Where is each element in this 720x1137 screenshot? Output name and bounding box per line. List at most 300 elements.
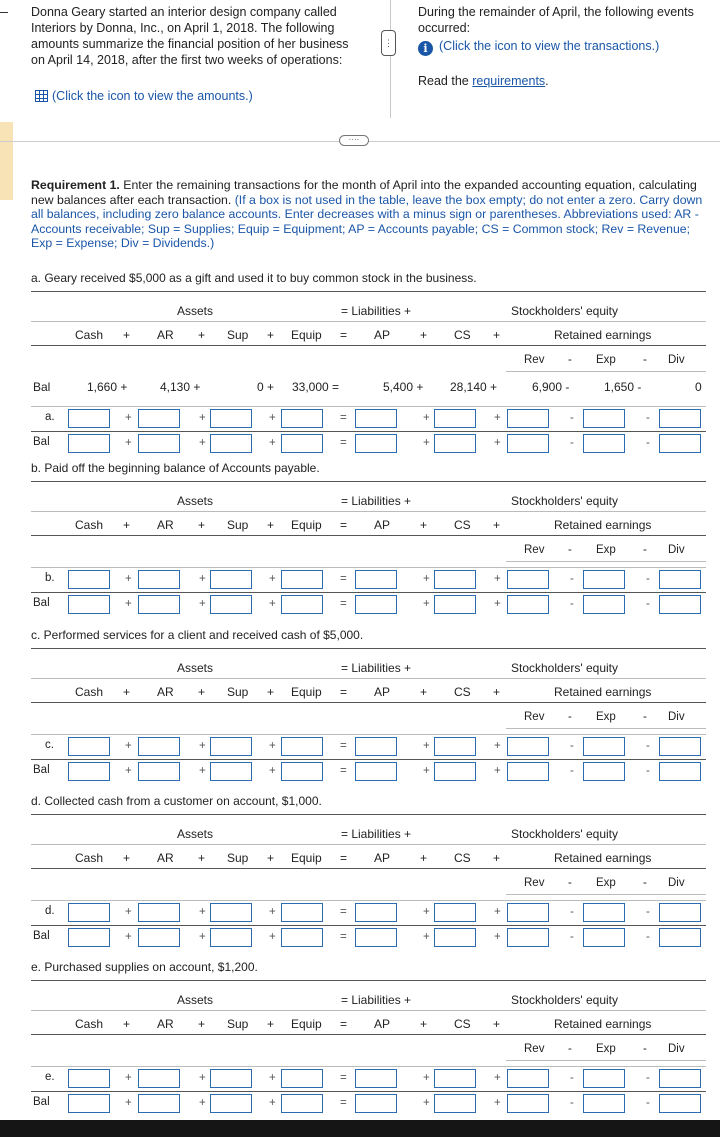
rev-input[interactable] (507, 570, 549, 589)
cs-input[interactable] (434, 903, 476, 922)
row-rule (31, 925, 706, 926)
assets-header: Assets (177, 304, 214, 318)
cs-header: CS (454, 518, 471, 532)
plus-sign: + (493, 851, 501, 865)
equip-header: Equip (291, 518, 322, 532)
rev-header: Rev (524, 544, 545, 556)
equip-header: Equip (291, 328, 322, 342)
ap-input[interactable] (355, 737, 397, 756)
balance-ar: 4,130 + (160, 380, 201, 394)
cash-header: Cash (75, 328, 104, 342)
operator-sign: - (646, 437, 650, 449)
operator-sign: + (494, 412, 501, 424)
retained-rule (506, 561, 706, 562)
cash-input[interactable] (68, 737, 110, 756)
requirement-hint: (If a box is not used in the table, leave the box empty; do not enter a zero. Carry down all balances, including zero balance accounts. Enter decreases with a minus sign or parentheses. Abbreviations used: AR - Accounts receivable; Sup = Supplies; Equip = Equipment; AP = Accounts payable; CS = Common stock; Rev = Revenue; Exp = Expense; Div = Dividends.) (31, 192, 703, 250)
operator-sign: - (570, 931, 574, 943)
read-suffix: . (545, 74, 549, 88)
div-input[interactable] (659, 595, 701, 614)
ar-input[interactable] (138, 595, 180, 614)
operator-sign: - (570, 1072, 574, 1084)
div-header: Div (668, 1043, 685, 1055)
equity-header: Stockholders' equity (511, 661, 619, 675)
operator-sign: + (269, 906, 276, 918)
div-input[interactable] (659, 762, 701, 781)
balance-cs: 28,140 + (450, 380, 498, 394)
equip-header: Equip (291, 685, 322, 699)
header-rule (31, 511, 706, 512)
ar-header: AR (157, 1017, 174, 1031)
column-rule (31, 868, 706, 869)
operator-sign: = (340, 740, 347, 752)
ar-input[interactable] (138, 762, 180, 781)
balance-sup: 0 + (257, 380, 275, 394)
ap-input[interactable] (355, 595, 397, 614)
sup-input[interactable] (210, 595, 252, 614)
rev-header: Rev (524, 354, 545, 366)
cs-input[interactable] (434, 409, 476, 428)
div-input[interactable] (659, 409, 701, 428)
operator-sign: + (494, 906, 501, 918)
table-top-rule (31, 291, 706, 292)
plus-sign: + (493, 685, 501, 699)
row-rule (31, 734, 706, 735)
ar-header: AR (157, 518, 174, 532)
sup-header: Sup (227, 328, 249, 342)
requirement-text (31, 178, 706, 251)
ap-header: AP (374, 685, 391, 699)
operator-sign: + (125, 906, 132, 918)
exp-input[interactable] (583, 1094, 625, 1113)
operator-sign: - (646, 573, 650, 585)
retained-rule (506, 894, 706, 895)
operator-sign: = (340, 573, 347, 585)
plus-sign: + (420, 685, 428, 699)
rev-header: Rev (524, 711, 545, 723)
minus-sign: - (643, 877, 647, 889)
operator-sign: + (423, 1097, 430, 1109)
plus-sign: + (267, 1017, 275, 1031)
exp-header: Exp (596, 544, 616, 556)
info-icon[interactable]: i (418, 41, 433, 56)
plus-sign: + (123, 328, 131, 342)
assets-header: Assets (177, 827, 214, 841)
plus-sign: + (267, 851, 275, 865)
operator-sign: + (199, 931, 206, 943)
equip-header: Equip (291, 851, 322, 865)
div-header: Div (668, 544, 685, 556)
transaction-description: a. Geary received $5,000 as a gift and used it to buy common stock in the business. (31, 271, 477, 285)
equip-input[interactable] (281, 903, 323, 922)
equity-header: Stockholders' equity (511, 494, 619, 508)
plus-sign: + (420, 851, 428, 865)
operator-sign: - (646, 765, 650, 777)
div-input[interactable] (659, 928, 701, 947)
exp-input[interactable] (583, 409, 625, 428)
sup-input[interactable] (210, 737, 252, 756)
cs-input[interactable] (434, 1069, 476, 1088)
ap-input[interactable] (355, 570, 397, 589)
equip-input[interactable] (281, 762, 323, 781)
operator-sign: - (646, 412, 650, 424)
ap-input[interactable] (355, 762, 397, 781)
transaction-description: c. Performed services for a client and received cash of $5,000. (31, 628, 364, 642)
exp-input[interactable] (583, 737, 625, 756)
equip-input[interactable] (281, 1094, 323, 1113)
operator-sign: + (269, 437, 276, 449)
exp-header: Exp (596, 354, 616, 366)
minus-sign: - (643, 1043, 647, 1055)
exp-header: Exp (596, 1043, 616, 1055)
operator-sign: = (340, 906, 347, 918)
retained-earnings-header: Retained earnings (554, 518, 652, 532)
exp-input[interactable] (583, 928, 625, 947)
read-requirements (418, 74, 549, 88)
liabilities-header: = Liabilities + (341, 827, 412, 841)
cash-input[interactable] (68, 434, 110, 453)
balance-label: Bal (33, 930, 50, 942)
minus-sign: - (643, 544, 647, 556)
plus-sign: + (123, 518, 131, 532)
div-input[interactable] (659, 903, 701, 922)
ar-header: AR (157, 685, 174, 699)
row-rule (31, 900, 706, 901)
bottom-bar (0, 1120, 720, 1137)
cash-input[interactable] (68, 762, 110, 781)
minus-sign: - (568, 544, 572, 556)
operator-sign: + (494, 573, 501, 585)
equip-input[interactable] (281, 409, 323, 428)
operator-sign: + (423, 765, 430, 777)
liabilities-header: = Liabilities + (341, 661, 412, 675)
operator-sign: + (269, 598, 276, 610)
column-rule (31, 345, 706, 346)
operator-sign: + (423, 412, 430, 424)
transaction-letter: c. (45, 739, 54, 751)
div-input[interactable] (659, 1094, 701, 1113)
plus-sign: + (123, 1017, 131, 1031)
operator-sign: = (340, 412, 347, 424)
minus-sign: - (568, 354, 572, 366)
transaction-description: d. Collected cash from a customer on account, $1,000. (31, 794, 322, 808)
cash-input[interactable] (68, 1069, 110, 1088)
minus-sign: - (568, 1043, 572, 1055)
equals-sign: = (340, 328, 348, 342)
operator-sign: + (199, 573, 206, 585)
div-input[interactable] (659, 570, 701, 589)
cs-input[interactable] (434, 570, 476, 589)
ar-input[interactable] (138, 737, 180, 756)
operator-sign: + (494, 931, 501, 943)
retained-rule (506, 1060, 706, 1061)
rev-input[interactable] (507, 409, 549, 428)
expand-handle[interactable]: ···· (339, 135, 369, 146)
rev-input[interactable] (507, 434, 549, 453)
ar-input[interactable] (138, 1069, 180, 1088)
sup-input[interactable] (210, 762, 252, 781)
operator-sign: - (646, 931, 650, 943)
equip-input[interactable] (281, 434, 323, 453)
cash-input[interactable] (68, 928, 110, 947)
minus-sign: - (568, 877, 572, 889)
operator-sign: + (423, 906, 430, 918)
sup-input[interactable] (210, 1069, 252, 1088)
ar-input[interactable] (138, 1094, 180, 1113)
requirement-body: Enter the remaining transactions for the month of April into the expanded accounting equation, calculating new balances after each transaction. (31, 178, 697, 207)
exp-input[interactable] (583, 595, 625, 614)
sup-header: Sup (227, 518, 249, 532)
cash-input[interactable] (68, 570, 110, 589)
operator-sign: + (199, 1072, 206, 1084)
exp-input[interactable] (583, 1069, 625, 1088)
transaction-description: b. Paid off the beginning balance of Accounts payable. (31, 461, 320, 475)
cs-header: CS (454, 685, 471, 699)
exp-input[interactable] (583, 570, 625, 589)
div-header: Div (668, 354, 685, 366)
ar-header: AR (157, 851, 174, 865)
rev-input[interactable] (507, 1094, 549, 1113)
sup-input[interactable] (210, 903, 252, 922)
ap-header: AP (374, 1017, 391, 1031)
operator-sign: - (570, 598, 574, 610)
ap-input[interactable] (355, 1069, 397, 1088)
ap-input[interactable] (355, 928, 397, 947)
operator-sign: - (570, 412, 574, 424)
row-rule (31, 431, 706, 432)
ap-input[interactable] (355, 409, 397, 428)
operator-sign: + (125, 740, 132, 752)
plus-sign: + (420, 1017, 428, 1031)
amounts-link[interactable] (35, 89, 253, 103)
div-header: Div (668, 877, 685, 889)
left-dash (0, 12, 8, 13)
transaction-letter: b. (45, 572, 55, 584)
operator-sign: = (340, 1072, 347, 1084)
cash-input[interactable] (68, 903, 110, 922)
equip-header: Equip (291, 1017, 322, 1031)
div-input[interactable] (659, 1069, 701, 1088)
cs-header: CS (454, 1017, 471, 1031)
rev-header: Rev (524, 1043, 545, 1055)
operator-sign: = (340, 931, 347, 943)
cash-header: Cash (75, 518, 104, 532)
ar-input[interactable] (138, 903, 180, 922)
rev-input[interactable] (507, 903, 549, 922)
operator-sign: + (199, 598, 206, 610)
ap-input[interactable] (355, 1094, 397, 1113)
retained-rule (506, 728, 706, 729)
header-rule (31, 844, 706, 845)
rev-input[interactable] (507, 1069, 549, 1088)
plus-sign: + (198, 685, 206, 699)
balance-ap: 5,400 + (383, 380, 424, 394)
ap-input[interactable] (355, 903, 397, 922)
retained-earnings-header: Retained earnings (554, 1017, 652, 1031)
amounts-link-text[interactable]: (Click the icon to view the amounts.) (52, 89, 253, 103)
cs-header: CS (454, 328, 471, 342)
minus-sign: - (643, 354, 647, 366)
ap-input[interactable] (355, 434, 397, 453)
rev-input[interactable] (507, 762, 549, 781)
cash-input[interactable] (68, 595, 110, 614)
cash-input[interactable] (68, 1094, 110, 1113)
div-input[interactable] (659, 434, 701, 453)
cs-input[interactable] (434, 762, 476, 781)
operator-sign: - (646, 1072, 650, 1084)
operator-sign: = (340, 765, 347, 777)
row-rule (31, 1091, 706, 1092)
cs-input[interactable] (434, 1094, 476, 1113)
requirements-link[interactable]: requirements (472, 74, 546, 88)
plus-sign: + (420, 328, 428, 342)
operator-sign: + (269, 1072, 276, 1084)
operator-sign: - (570, 906, 574, 918)
ar-input[interactable] (138, 570, 180, 589)
table-top-rule (31, 980, 706, 981)
div-header: Div (668, 711, 685, 723)
equip-input[interactable] (281, 1069, 323, 1088)
events-text: During the remainder of April, the following events occurred: (418, 5, 694, 35)
plus-sign: + (420, 518, 428, 532)
cs-input[interactable] (434, 595, 476, 614)
operator-sign: + (199, 437, 206, 449)
plus-sign: + (198, 518, 206, 532)
transaction-description: e. Purchased supplies on account, $1,200. (31, 960, 258, 974)
operator-sign: + (423, 1072, 430, 1084)
transaction-letter: a. (45, 411, 55, 423)
equip-input[interactable] (281, 737, 323, 756)
sup-input[interactable] (210, 928, 252, 947)
row-rule (31, 406, 706, 407)
equals-sign: = (340, 685, 348, 699)
operator-sign: + (125, 412, 132, 424)
cs-input[interactable] (434, 434, 476, 453)
equip-input[interactable] (281, 570, 323, 589)
cs-input[interactable] (434, 737, 476, 756)
plus-sign: + (493, 518, 501, 532)
panel-resize-handle[interactable]: ⋮ (381, 30, 396, 56)
operator-sign: - (570, 437, 574, 449)
read-prefix: Read the (418, 74, 473, 88)
ar-input[interactable] (138, 434, 180, 453)
equip-input[interactable] (281, 928, 323, 947)
equip-input[interactable] (281, 595, 323, 614)
operator-sign: - (646, 740, 650, 752)
operator-sign: + (125, 931, 132, 943)
transaction-letter: e. (45, 1071, 55, 1083)
operator-sign: + (494, 1072, 501, 1084)
retained-earnings-header: Retained earnings (554, 851, 652, 865)
balance-label: Bal (33, 1096, 50, 1108)
operator-sign: + (199, 1097, 206, 1109)
sup-header: Sup (227, 685, 249, 699)
assets-header: Assets (177, 661, 214, 675)
operator-sign: + (125, 598, 132, 610)
exp-header: Exp (596, 711, 616, 723)
transaction-letter: d. (45, 905, 55, 917)
equity-header: Stockholders' equity (511, 827, 619, 841)
exp-header: Exp (596, 877, 616, 889)
balance-cash: 1,660 + (87, 380, 128, 394)
ar-input[interactable] (138, 928, 180, 947)
sup-input[interactable] (210, 409, 252, 428)
header-rule (31, 321, 706, 322)
rev-input[interactable] (507, 928, 549, 947)
div-input[interactable] (659, 737, 701, 756)
plus-sign: + (198, 1017, 206, 1031)
operator-sign: + (269, 931, 276, 943)
balance-label: Bal (33, 436, 50, 448)
operator-sign: - (646, 1097, 650, 1109)
operator-sign: - (570, 573, 574, 585)
liabilities-header: = Liabilities + (341, 304, 412, 318)
equals-sign: = (340, 1017, 348, 1031)
minus-sign: - (643, 711, 647, 723)
cs-header: CS (454, 851, 471, 865)
operator-sign: + (423, 740, 430, 752)
transactions-link-text[interactable]: (Click the icon to view the transactions.) (439, 39, 660, 53)
table-icon[interactable] (35, 90, 48, 102)
row-rule (31, 567, 706, 568)
minus-sign: - (568, 711, 572, 723)
column-rule (31, 702, 706, 703)
equity-header: Stockholders' equity (511, 304, 619, 318)
operator-sign: + (269, 765, 276, 777)
balance-div: 0 (695, 380, 702, 394)
balance-label: Bal (33, 597, 50, 609)
exp-input[interactable] (583, 903, 625, 922)
operator-sign: + (494, 1097, 501, 1109)
sup-input[interactable] (210, 570, 252, 589)
operator-sign: + (125, 1072, 132, 1084)
rev-input[interactable] (507, 737, 549, 756)
equals-sign: = (340, 518, 348, 532)
rev-input[interactable] (507, 595, 549, 614)
ap-header: AP (374, 518, 391, 532)
column-rule (31, 1034, 706, 1035)
cash-header: Cash (75, 685, 104, 699)
operator-sign: = (340, 437, 347, 449)
rev-header: Rev (524, 877, 545, 889)
operator-sign: - (570, 765, 574, 777)
transactions-link[interactable] (418, 39, 659, 56)
equity-header: Stockholders' equity (511, 993, 619, 1007)
assets-header: Assets (177, 494, 214, 508)
row-rule (31, 592, 706, 593)
ap-header: AP (374, 328, 391, 342)
exp-input[interactable] (583, 434, 625, 453)
cash-input[interactable] (68, 409, 110, 428)
cs-input[interactable] (434, 928, 476, 947)
side-tab[interactable] (0, 122, 13, 200)
header-rule (31, 1010, 706, 1011)
equals-sign: = (340, 851, 348, 865)
cash-header: Cash (75, 1017, 104, 1031)
ar-input[interactable] (138, 409, 180, 428)
operator-sign: + (199, 906, 206, 918)
sup-input[interactable] (210, 434, 252, 453)
exp-input[interactable] (583, 762, 625, 781)
operator-sign: + (494, 740, 501, 752)
sup-input[interactable] (210, 1094, 252, 1113)
operator-sign: + (125, 1097, 132, 1109)
operator-sign: = (340, 1097, 347, 1109)
operator-sign: - (646, 598, 650, 610)
retained-rule (506, 371, 706, 372)
operator-sign: - (570, 1097, 574, 1109)
sup-header: Sup (227, 851, 249, 865)
plus-sign: + (267, 685, 275, 699)
